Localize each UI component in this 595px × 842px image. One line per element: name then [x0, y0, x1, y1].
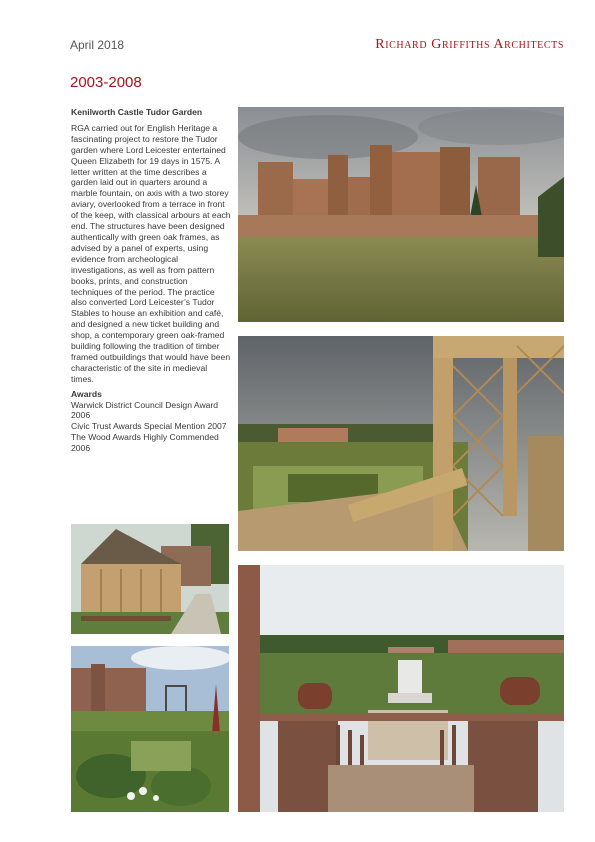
award-item: Civic Trust Awards Special Mention 2007: [71, 421, 227, 432]
brand-name: Richard Griffiths Architects: [375, 37, 564, 52]
garden-obelisk-photo: [71, 646, 229, 812]
award-item: The Wood Awards Highly Commended 2006: [71, 432, 219, 454]
award-item: Warwick District Council Design Award 2006: [71, 399, 219, 421]
project-body: RGA carried out for English Heritage a fascinating project to restore the Tudor garden where Lord Leicester entertained Queen Elizabeth for 19 days in 1575. A letter written at the time describes a garden laid out in quarters around a marble fountain, on axis with a two storey aviary, overlooked from a terrace in front of the keep, with classical arbours at each end. The structures have been designed authentically with green oak frames, as advised by a panel of experts, using evidence from archeological investigations, as well as from pattern books, prints, and construction techniques of the period. The practice also converted Lord Leicester’s Tudor Stables to house an exhibition and café, and designed a new ticket building and shop, a contemporary green oak-framed building following the tradition of timber framed outbuildings that would have been characteristic of the site in medieval times.: [71, 122, 231, 384]
awards-heading: Awards: [71, 388, 102, 399]
castle-ruins-photo: [238, 107, 564, 322]
awards-list: [71, 400, 231, 455]
garden-arbour-photo: [238, 336, 564, 551]
project-title: Kenilworth Castle Tudor Garden: [71, 107, 203, 117]
project-period: 2003-2008: [70, 74, 142, 91]
fountain-terrace-photo: [238, 565, 564, 812]
page-date: April 2018: [70, 38, 125, 52]
project-description: [71, 107, 231, 454]
ticket-building-photo: [71, 524, 229, 634]
